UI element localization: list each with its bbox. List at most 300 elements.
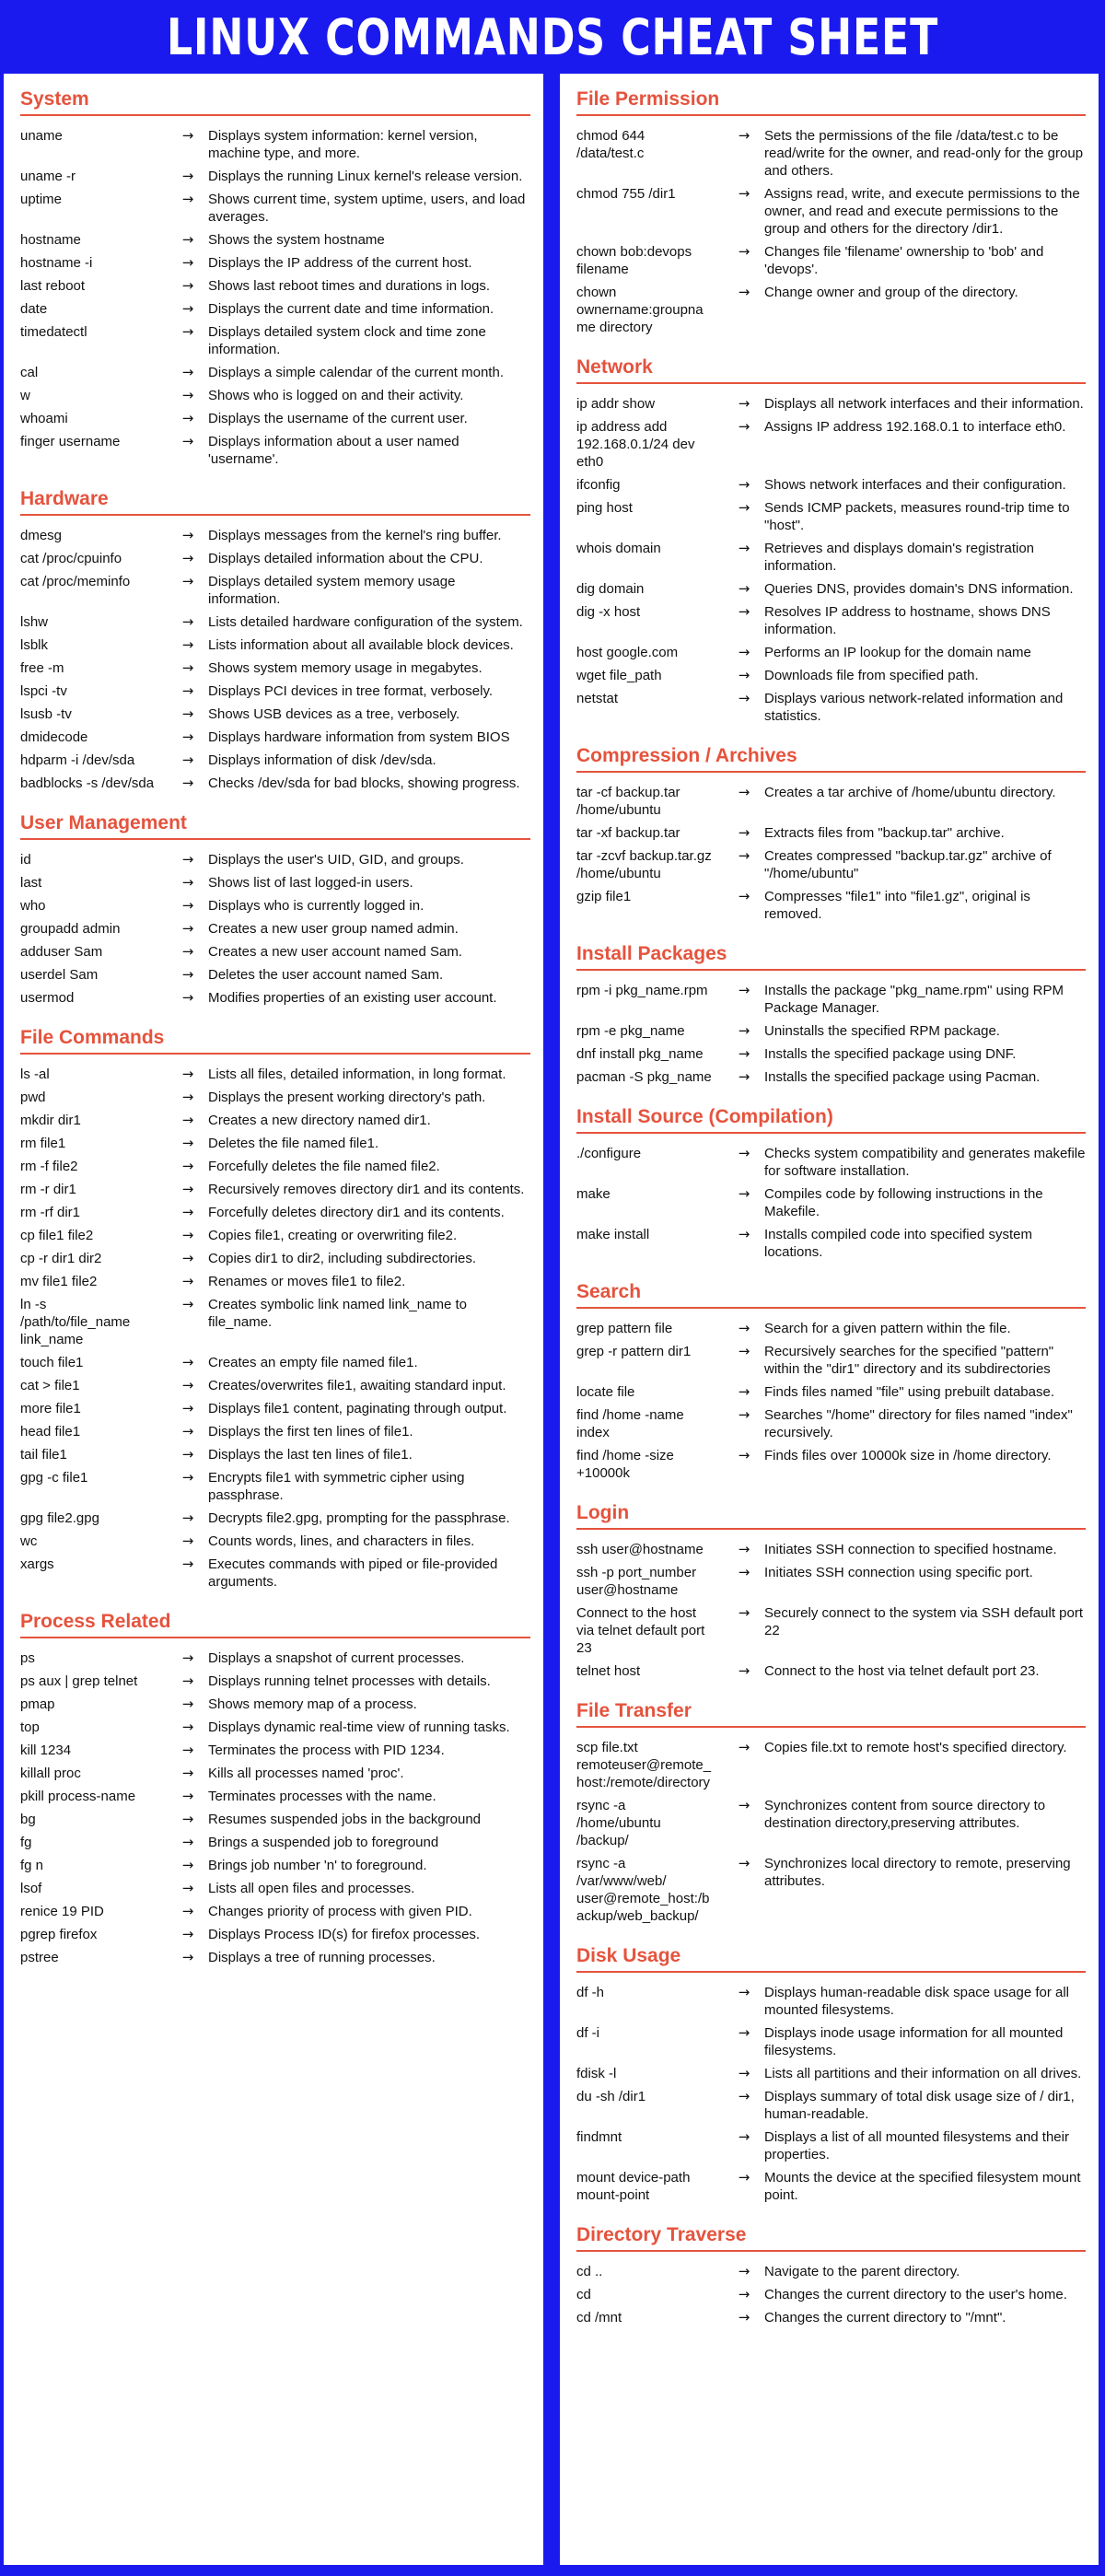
command-description: Displays hardware information from system BIOS [208, 729, 510, 745]
command-description: Displays a simple calendar of the current month. [208, 365, 504, 380]
command-description: Assigns IP address 192.168.0.1 to interface eth0. [764, 419, 1066, 435]
right-arrow-icon: → [181, 752, 194, 768]
command-row [20, 636, 530, 654]
command-row [576, 1068, 1086, 1086]
command-description: Synchronizes content from source directory to destination directory,preserving attributes. [764, 1798, 1046, 1831]
command-text: find /home -size +10000k [576, 1448, 674, 1481]
command-row [20, 613, 530, 631]
command-row [576, 580, 1086, 598]
command-row [20, 300, 530, 318]
right-arrow-icon: → [181, 1377, 194, 1393]
section-title: File Transfer [576, 1700, 1086, 1728]
command-text: who [20, 898, 46, 914]
command-description: Displays all network interfaces and their information. [764, 396, 1084, 412]
command-row [20, 897, 530, 915]
command-text: grep pattern file [576, 1321, 673, 1336]
right-arrow-icon: → [738, 1343, 750, 1359]
command-text: renice 19 PID [20, 1904, 104, 1919]
right-arrow-icon: → [181, 1273, 194, 1289]
command-text: ssh -p port_number user@hostname [576, 1565, 697, 1598]
right-arrow-icon: → [181, 231, 194, 248]
command-description: Shows who is logged on and their activity. [208, 388, 464, 403]
right-arrow-icon: → [181, 1509, 194, 1526]
command-text: df -i [576, 2025, 600, 2041]
command-row [20, 1181, 530, 1198]
command-row [20, 659, 530, 677]
right-arrow-icon: → [738, 1855, 750, 1871]
command-text: cp file1 file2 [20, 1228, 94, 1243]
command-text: killall proc [20, 1766, 81, 1781]
right-arrow-icon: → [738, 690, 750, 706]
command-text: kill 1234 [20, 1743, 72, 1758]
command-description: Displays detailed system memory usage information. [208, 574, 456, 607]
command-row [576, 824, 1086, 842]
command-text: make install [576, 1227, 650, 1242]
right-arrow-icon: → [181, 874, 194, 891]
command-text: cd .. [576, 2264, 603, 2279]
command-row [576, 888, 1086, 923]
command-text: fdisk -l [576, 2066, 617, 2081]
right-arrow-icon: → [738, 185, 750, 202]
command-description: Installs the specified package using Pacman. [764, 1069, 1041, 1085]
command-text: pstree [20, 1950, 59, 1965]
command-row [576, 1855, 1086, 1925]
command-description: Displays system information: kernel version, machine type, and more. [208, 128, 478, 161]
command-text: df -h [576, 1985, 605, 2000]
command-description: Performs an IP lookup for the domain name [764, 645, 1031, 660]
command-description: Extracts files from "backup.tar" archive. [764, 825, 1005, 841]
command-description: Lists detailed hardware configuration of the system. [208, 614, 523, 630]
command-text: touch file1 [20, 1355, 84, 1370]
command-row [576, 603, 1086, 638]
command-text: Connect to the host via telnet default port 23 [576, 1605, 705, 1656]
right-arrow-icon: → [738, 1145, 750, 1161]
command-description: Decrypts file2.gpg, prompting for the passphrase. [208, 1510, 510, 1526]
right-arrow-icon: → [181, 1135, 194, 1151]
command-row [20, 1903, 530, 1920]
command-text: last [20, 875, 42, 891]
right-arrow-icon: → [181, 1469, 194, 1486]
right-arrow-icon: → [181, 1949, 194, 1965]
right-arrow-icon: → [181, 775, 194, 791]
right-arrow-icon: → [181, 1696, 194, 1712]
command-description: Displays who is currently logged in. [208, 898, 425, 914]
command-row [20, 729, 530, 746]
command-description: Installs the specified package using DNF. [764, 1046, 1017, 1062]
right-arrow-icon: → [181, 1204, 194, 1220]
command-text: grep -r pattern dir1 [576, 1344, 692, 1359]
right-arrow-icon: → [181, 1354, 194, 1370]
command-row [20, 1250, 530, 1267]
command-description: Displays information of disk /dev/sda. [208, 752, 436, 768]
command-text: hostname [20, 232, 81, 248]
right-arrow-icon: → [181, 1158, 194, 1174]
command-description: Sends ICMP packets, measures round-trip time to "host". [764, 500, 1070, 533]
command-row [576, 982, 1086, 1017]
section-install-source-compilation [576, 1106, 1086, 1261]
command-row [576, 1185, 1086, 1220]
command-row [20, 1533, 530, 1550]
command-row [20, 323, 530, 358]
command-row [20, 168, 530, 185]
right-arrow-icon: → [738, 1739, 750, 1755]
section-title: Hardware [20, 488, 530, 516]
command-description: Displays a tree of running processes. [208, 1950, 436, 1965]
command-row [576, 1145, 1086, 1180]
command-description: Creates compressed "backup.tar.gz" archive of "/home/ubuntu" [764, 848, 1052, 881]
command-text: ls -al [20, 1067, 50, 1082]
command-text: gzip file1 [576, 889, 632, 904]
command-text: ps aux | grep telnet [20, 1673, 138, 1689]
command-row [20, 527, 530, 544]
command-row [20, 874, 530, 892]
section-title: Install Source (Compilation) [576, 1106, 1086, 1134]
right-arrow-icon: → [181, 1719, 194, 1735]
command-text: du -sh /dir1 [576, 2089, 646, 2104]
command-description: Checks system compatibility and generates makefile for software installation. [764, 1146, 1086, 1179]
command-description: Displays the last ten lines of file1. [208, 1447, 413, 1463]
right-arrow-icon: → [181, 613, 194, 630]
command-description: Recursively removes directory dir1 and its contents. [208, 1182, 525, 1197]
right-arrow-icon: → [181, 1903, 194, 1919]
right-arrow-icon: → [181, 1880, 194, 1896]
command-text: rsync -a /var/www/web/ user@remote_host:/backup/web_backup/ [576, 1856, 710, 1924]
command-text: rsync -a /home/ubuntu /backup/ [576, 1798, 661, 1848]
command-text: chown bob:devops filename [576, 244, 692, 277]
command-description: Displays PCI devices in tree format, verbosely. [208, 683, 494, 699]
right-arrow-icon: → [738, 1406, 750, 1423]
command-description: Displays the running Linux kernel's release version. [208, 169, 523, 184]
command-description: Change owner and group of the directory. [764, 285, 1018, 300]
command-description: Brings a suspended job to foreground [208, 1835, 439, 1850]
command-description: Forcefully deletes the file named file2. [208, 1159, 440, 1174]
command-description: Recursively searches for the specified "pattern" within the "dir1" directory and its subdirectories [764, 1344, 1054, 1377]
right-arrow-icon: → [181, 1742, 194, 1758]
command-text: last reboot [20, 278, 86, 294]
right-arrow-icon: → [738, 2286, 750, 2302]
command-description: Displays human-readable disk space usage for all mounted filesystems. [764, 1985, 1070, 2018]
command-row [20, 1204, 530, 1221]
right-arrow-icon: → [181, 387, 194, 403]
command-text: uname [20, 128, 63, 144]
command-description: Displays inode usage information for all mounted filesystems. [764, 2025, 1064, 2058]
right-arrow-icon: → [181, 1296, 194, 1312]
right-arrow-icon: → [738, 2309, 750, 2325]
command-description: Renames or moves file1 to file2. [208, 1274, 406, 1289]
right-arrow-icon: → [181, 1673, 194, 1689]
command-text: dig -x host [576, 604, 641, 620]
command-description: Installs compiled code into specified system locations. [764, 1227, 1032, 1260]
right-arrow-icon: → [738, 2024, 750, 2041]
command-description: Modifies properties of an existing user account. [208, 990, 497, 1006]
command-description: Changes file 'filename' ownership to 'bob' and 'devops'. [764, 244, 1044, 277]
right-arrow-icon: → [181, 1112, 194, 1128]
command-text: uptime [20, 192, 63, 207]
command-description: Assigns read, write, and execute permissions to the owner, and read and execute permissions to the group and others for the directory /dir1. [764, 186, 1080, 237]
command-description: Installs the package "pkg_name.rpm" using RPM Package Manager. [764, 983, 1064, 1016]
command-row [576, 1406, 1086, 1441]
command-text: head file1 [20, 1424, 81, 1440]
section-title: System [20, 88, 530, 116]
command-row [576, 1984, 1086, 2019]
command-description: Displays file1 content, paginating through output. [208, 1401, 507, 1416]
command-text: rm file1 [20, 1136, 66, 1151]
command-row [576, 847, 1086, 882]
command-text: netstat [576, 691, 619, 706]
command-description: Creates an empty file named file1. [208, 1355, 418, 1370]
right-arrow-icon: → [181, 168, 194, 184]
command-row [20, 682, 530, 700]
command-description: Lists all open files and processes. [208, 1881, 415, 1896]
command-text: hostname -i [20, 255, 93, 271]
command-row [20, 1112, 530, 1129]
command-description: Displays a snapshot of current processes. [208, 1650, 465, 1666]
command-description: Mounts the device at the specified filesystem mount point. [764, 2170, 1081, 2203]
right-arrow-icon: → [738, 824, 750, 841]
command-row [20, 989, 530, 1007]
command-description: Displays various network-related information and statistics. [764, 691, 1064, 724]
command-text: userdel Sam [20, 967, 99, 983]
command-description: Changes the current directory to "/mnt". [764, 2310, 1006, 2325]
right-arrow-icon: → [738, 667, 750, 683]
command-text: hdparm -i /dev/sda [20, 752, 135, 768]
command-row [576, 1226, 1086, 1261]
right-arrow-icon: → [181, 966, 194, 983]
right-arrow-icon: → [181, 410, 194, 426]
command-text: cal [20, 365, 39, 380]
right-arrow-icon: → [181, 300, 194, 317]
command-description: Checks /dev/sda for bad blocks, showing progress. [208, 775, 520, 791]
command-text: dnf install pkg_name [576, 1046, 704, 1062]
command-description: Lists all partitions and their information on all drives. [764, 2066, 1082, 2081]
command-row [20, 1673, 530, 1690]
command-description: Displays messages from the kernel's ring buffer. [208, 528, 502, 543]
command-description: Terminates processes with the name. [208, 1789, 436, 1804]
right-arrow-icon: → [181, 1556, 194, 1572]
command-text: top [20, 1719, 40, 1735]
section-title: Compression / Archives [576, 745, 1086, 773]
command-row [576, 2065, 1086, 2082]
command-text: chown ownername:groupname directory [576, 285, 704, 335]
command-description: Displays detailed system clock and time zone information. [208, 324, 486, 357]
command-text: pmap [20, 1696, 55, 1712]
right-arrow-icon: → [738, 580, 750, 597]
command-text: pkill process-name [20, 1789, 136, 1804]
right-arrow-icon: → [738, 982, 750, 998]
command-description: Creates a new user group named admin. [208, 921, 459, 937]
command-description: Displays information about a user named 'username'. [208, 434, 459, 467]
section-user-management [20, 812, 530, 1007]
right-arrow-icon: → [181, 1066, 194, 1082]
command-text: make [576, 1186, 611, 1202]
right-arrow-icon: → [181, 364, 194, 380]
command-text: gpg file2.gpg [20, 1510, 99, 1526]
command-description: Uninstalls the specified RPM package. [764, 1023, 1000, 1039]
command-text: ln -s /path/to/file_name link_name [20, 1297, 131, 1347]
command-description: Shows last reboot times and durations in logs. [208, 278, 490, 294]
command-row [20, 1469, 530, 1504]
right-arrow-icon: → [181, 1834, 194, 1850]
command-description: Displays the username of the current user. [208, 411, 468, 426]
command-row [20, 387, 530, 404]
right-arrow-icon: → [181, 1227, 194, 1243]
command-description: Initiates SSH connection to specified hostname. [764, 1542, 1057, 1557]
right-arrow-icon: → [738, 127, 750, 144]
command-text: wget file_path [576, 668, 662, 683]
command-row [20, 1880, 530, 1897]
right-arrow-icon: → [181, 1926, 194, 1942]
command-row [576, 2024, 1086, 2059]
command-row [576, 1045, 1086, 1063]
right-arrow-icon: → [181, 1446, 194, 1463]
command-text: ssh user@hostname [576, 1542, 704, 1557]
command-text: whois domain [576, 541, 661, 556]
command-description: Search for a given pattern within the file. [764, 1321, 1011, 1336]
section-system [20, 88, 530, 468]
command-description: Compresses "file1" into "file1.gz", original is removed. [764, 889, 1030, 922]
command-description: Creates/overwrites file1, awaiting standard input. [208, 1378, 506, 1393]
command-row [20, 705, 530, 723]
section-disk-usage [576, 1945, 1086, 2204]
command-text: dmidecode [20, 729, 88, 745]
command-description: Copies file.txt to remote host's specified directory. [764, 1740, 1067, 1755]
command-text: lsblk [20, 637, 49, 653]
command-description: Creates a new user account named Sam. [208, 944, 462, 960]
section-hardware [20, 488, 530, 792]
right-arrow-icon: → [181, 920, 194, 937]
command-description: Copies dir1 to dir2, including subdirectories. [208, 1251, 476, 1266]
command-description: Resolves IP address to hostname, shows DNS information. [764, 604, 1051, 637]
command-text: telnet host [576, 1663, 641, 1679]
command-row [20, 1273, 530, 1290]
command-row [20, 775, 530, 792]
command-row [576, 2128, 1086, 2163]
command-text: findmnt [576, 2129, 622, 2145]
command-row [20, 1834, 530, 1851]
command-row [576, 1604, 1086, 1657]
right-arrow-icon: → [181, 1533, 194, 1549]
right-arrow-icon: → [181, 705, 194, 722]
command-text: id [20, 852, 31, 868]
right-arrow-icon: → [738, 1662, 750, 1679]
right-arrow-icon: → [181, 573, 194, 589]
command-text: wc [20, 1533, 38, 1549]
command-row [20, 254, 530, 272]
command-description: Displays the IP address of the current host. [208, 255, 472, 271]
section-title: File Commands [20, 1027, 530, 1055]
section-title: Install Packages [576, 943, 1086, 971]
right-arrow-icon: → [181, 682, 194, 699]
command-description: Kills all processes named 'proc'. [208, 1766, 404, 1781]
command-row [20, 1423, 530, 1440]
command-row [20, 1446, 530, 1463]
command-text: scp file.txt remoteuser@remote_host:/remote/directory [576, 1740, 712, 1790]
command-row [20, 1649, 530, 1667]
command-description: Resumes suspended jobs in the background [208, 1812, 482, 1827]
command-description: Counts words, lines, and characters in files. [208, 1533, 475, 1549]
command-row [20, 1949, 530, 1966]
command-row [20, 1509, 530, 1527]
command-text: rpm -i pkg_name.rpm [576, 983, 708, 998]
command-description: Lists information about all available block devices. [208, 637, 514, 653]
command-text: finger username [20, 434, 121, 449]
right-arrow-icon: → [181, 943, 194, 960]
command-row [576, 2309, 1086, 2326]
command-row [576, 2088, 1086, 2123]
command-text: xargs [20, 1556, 54, 1572]
command-row [20, 410, 530, 427]
command-text: host google.com [576, 645, 679, 660]
command-row [576, 1564, 1086, 1599]
section-title: User Management [20, 812, 530, 840]
section-title: File Permission [576, 88, 1086, 116]
command-row [576, 1447, 1086, 1482]
command-description: Deletes the file named file1. [208, 1136, 379, 1151]
command-description: Brings job number 'n' to foreground. [208, 1858, 427, 1873]
section-directory-traverse [576, 2224, 1086, 2326]
command-text: chmod 644 /data/test.c [576, 128, 646, 161]
command-text: ps [20, 1650, 35, 1666]
section-search [576, 1281, 1086, 1482]
right-arrow-icon: → [181, 527, 194, 543]
command-row [20, 433, 530, 468]
command-description: Lists all files, detailed information, in long format. [208, 1067, 506, 1082]
command-row [576, 540, 1086, 575]
command-row [576, 2263, 1086, 2280]
command-description: Encrypts file1 with symmetric cipher using passphrase. [208, 1470, 465, 1503]
command-row [20, 1788, 530, 1805]
left-column [4, 74, 543, 2565]
command-text: fg n [20, 1858, 44, 1873]
right-arrow-icon: → [738, 1068, 750, 1085]
command-row [20, 1400, 530, 1417]
right-arrow-icon: → [738, 2128, 750, 2145]
command-description: Queries DNS, provides domain's DNS information. [764, 581, 1074, 597]
command-text: cat /proc/meminfo [20, 574, 131, 589]
command-row [20, 1296, 530, 1348]
command-row [20, 1227, 530, 1244]
command-row [576, 784, 1086, 819]
right-arrow-icon: → [738, 1447, 750, 1463]
command-description: Executes commands with piped or file-provided arguments. [208, 1556, 498, 1590]
command-description: Finds files over 10000k size in /home directory. [764, 1448, 1052, 1463]
command-text: dig domain [576, 581, 645, 597]
command-row [576, 690, 1086, 725]
command-row [20, 1135, 530, 1152]
command-row [20, 1742, 530, 1759]
command-row [576, 1022, 1086, 1040]
command-description: Shows system memory usage in megabytes. [208, 660, 483, 676]
right-arrow-icon: → [738, 1984, 750, 2000]
section-network [576, 356, 1086, 725]
command-row [20, 1354, 530, 1371]
command-text: groupadd admin [20, 921, 121, 937]
right-arrow-icon: → [738, 540, 750, 556]
command-description: Securely connect to the system via SSH default port 22 [764, 1605, 1084, 1638]
right-arrow-icon: → [181, 550, 194, 566]
command-row [20, 1158, 530, 1175]
command-row [20, 1377, 530, 1394]
command-text: gpg -c file1 [20, 1470, 88, 1486]
section-login [576, 1502, 1086, 1680]
command-row [20, 1765, 530, 1782]
section-process-related [20, 1611, 530, 1966]
section-file-permission [576, 88, 1086, 336]
command-row [20, 1696, 530, 1713]
command-row [20, 752, 530, 769]
right-arrow-icon: → [181, 636, 194, 653]
page-title: LINUX COMMANDS CHEAT SHEET [166, 7, 939, 66]
